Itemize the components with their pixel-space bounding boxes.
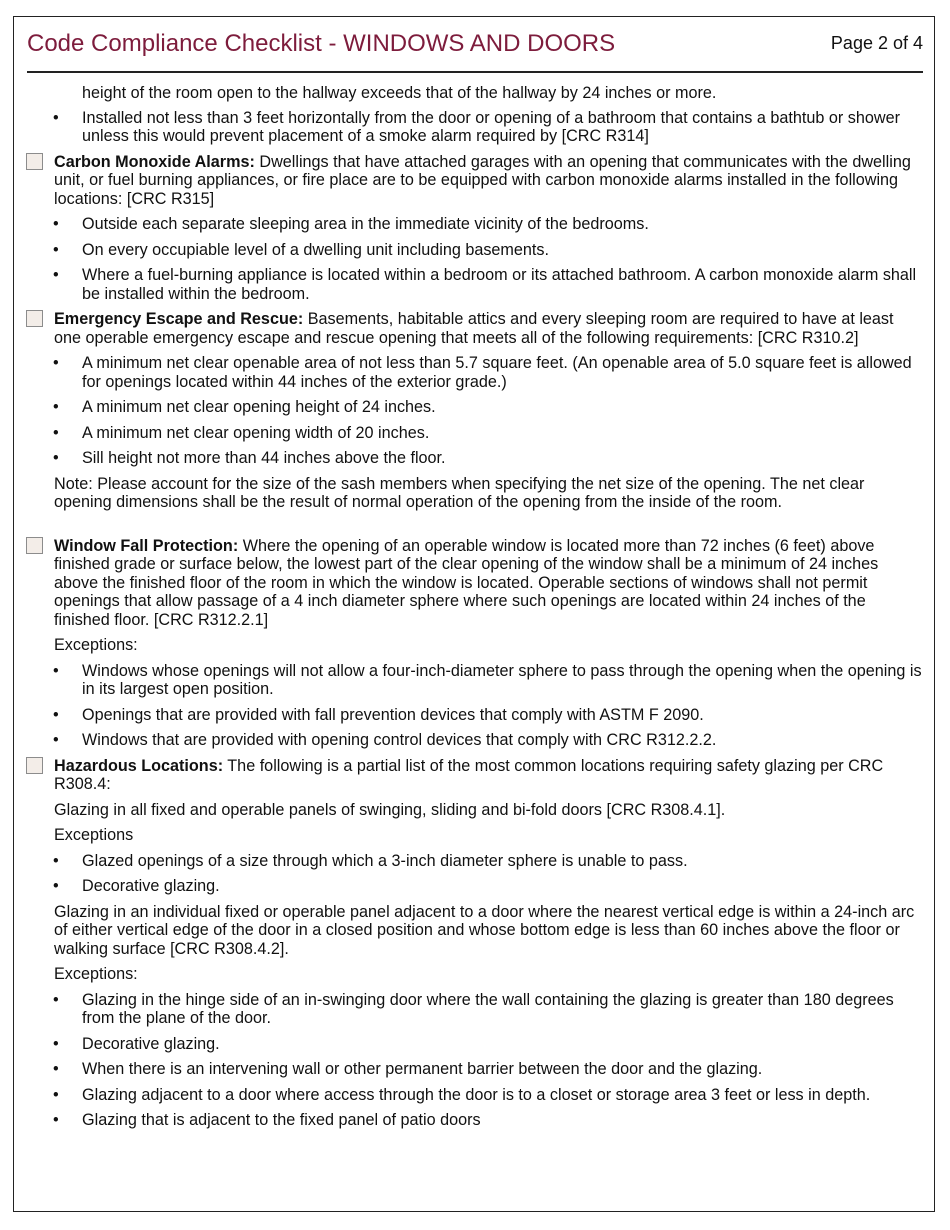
- list-item: • Openings that are provided with fall prevention devices that comply with ASTM F 2090.: [53, 705, 704, 724]
- list-item: • Sill height not more than 44 inches above the floor.: [53, 449, 446, 467]
- bullet-icon: •: [53, 990, 59, 1009]
- list-item: • Windows whose openings will not allow a four-inch-diameter sphere to pass through the opening when the opening is in its largest open position.: [53, 661, 922, 698]
- list-item: • Decorative glazing.: [53, 1034, 220, 1053]
- bullet-icon: •: [53, 1060, 59, 1078]
- list-item: • Installed not less than 3 feet horizontally from the door or opening of a bathroom that contains a bathtub or shower unless this would prevent placement of a smoke alarm required by [CRC R314]: [53, 108, 900, 145]
- checklist-item-window-fall-protection: [26, 537, 924, 630]
- item-text: The following is a partial list of the most common locations requiring safety glazing per CRC R308.4:: [54, 756, 884, 793]
- bullet-icon: •: [53, 877, 59, 895]
- list-item: • Glazing that is adjacent to the fixed panel of patio doors: [53, 1111, 481, 1129]
- emergency-escape-checkbox[interactable]: [26, 310, 43, 327]
- checklist-item-emergency-escape: [26, 310, 924, 347]
- item-heading: Carbon Monoxide Alarms:: [54, 152, 255, 171]
- list-item: • Windows that are provided with opening control devices that comply with CRC R312.2.2.: [53, 731, 717, 749]
- hazard-paragraph: Glazing in an individual fixed or operable panel adjacent to a door where the nearest vertical edge is within a 24-inch arc of either vertical edge of the door in a closed position and whose bottom edge is less than 60 inches above the floor or walking surface [CRC R308.4.2].: [54, 902, 915, 958]
- list-item: • Outside each separate sleeping area in the immediate vicinity of the bedrooms.: [53, 215, 649, 233]
- exceptions-label: Exceptions:: [54, 636, 138, 654]
- bullet-icon: •: [53, 398, 59, 416]
- item-text: Where the opening of an operable window is located more than 72 inches (6 feet) above finished grade or surface below, the lowest part of the clear opening of the window shall be a minimum of 24 inches above the finished floor of the room in which the window is located. Operable sections of windows shall not permit openings that allow passage of a 4 inch diameter sphere where such openings are located within 24 inches of the finished floor. [CRC R312.2.1]: [54, 536, 879, 629]
- list-item: • A minimum net clear opening width of 20 inches.: [53, 423, 430, 442]
- bullet-icon: •: [53, 661, 59, 680]
- item-heading: Window Fall Protection:: [54, 536, 239, 555]
- bullet-icon: •: [53, 449, 59, 467]
- carbon-monoxide-checkbox[interactable]: [26, 153, 43, 170]
- bullet-icon: •: [53, 240, 59, 259]
- bullet-icon: •: [53, 1034, 59, 1053]
- list-item: • A minimum net clear opening height of 24 inches.: [53, 398, 436, 416]
- spacer: [26, 519, 924, 537]
- hazard-paragraph: Glazing in all fixed and operable panels of swinging, sliding and bi-fold doors [CRC R308.4.1].: [54, 800, 726, 819]
- bullet-icon: •: [53, 1111, 59, 1129]
- checklist-item-carbon-monoxide: [26, 153, 924, 209]
- bullet-icon: •: [53, 423, 59, 442]
- continued-bullet-text: height of the room open to the hallway exceeds that of the hallway by 24 inches or more.: [82, 84, 717, 102]
- header-divider: [27, 71, 923, 73]
- list-item: • On every occupiable level of a dwelling unit including basements.: [53, 240, 550, 259]
- page-title: Code Compliance Checklist - WINDOWS AND DOORS: [27, 30, 616, 57]
- hazardous-locations-checkbox[interactable]: [26, 757, 43, 774]
- bullet-icon: •: [53, 266, 59, 284]
- list-item: • Where a fuel-burning appliance is located within a bedroom or its attached bathroom. A carbon monoxide alarm shall be installed within the bedroom.: [53, 266, 917, 303]
- exceptions-label: Exceptions: [54, 826, 134, 844]
- escape-note: Note: Please account for the size of the sash members when specifying the net size of the opening. The net clear opening dimensions shall be the result of normal operation of the opening from the inside of the room.: [54, 474, 865, 511]
- list-item: • When there is an intervening wall or other permanent barrier between the door and the glazing.: [53, 1060, 763, 1078]
- bullet-icon: •: [53, 1085, 59, 1104]
- bullet-icon: •: [53, 354, 59, 372]
- bullet-icon: •: [53, 108, 59, 127]
- bullet-icon: •: [53, 705, 59, 724]
- checklist-content: [26, 84, 924, 1137]
- item-heading: Emergency Escape and Rescue:: [54, 310, 304, 328]
- exceptions-label: Exceptions:: [54, 965, 138, 983]
- page-header: [27, 30, 923, 60]
- item-text: Basements, habitable attics and every sleeping room are required to have at least one operable emergency escape and rescue opening that meets all of the following requirements: [CRC R310.2]: [54, 310, 894, 347]
- item-heading: Hazardous Locations:: [54, 756, 224, 775]
- list-item: • A minimum net clear openable area of not less than 5.7 square feet. (An openable area of 5.0 square feet is allowed for openings located within 44 inches of the exterior grade.): [53, 354, 912, 391]
- checklist-item-hazardous-locations: [26, 757, 924, 794]
- list-item: • Glazing adjacent to a door where access through the door is to a closet or storage area 3 feet or less in depth.: [53, 1085, 871, 1104]
- item-text: Dwellings that have attached garages with an opening that communicates with the dwelling unit, or fuel burning appliances, or fire place are to be equipped with carbon monoxide alarms installed in the following locations: [CRC R315]: [54, 152, 911, 208]
- bullet-icon: •: [53, 851, 59, 870]
- bullet-icon: •: [53, 731, 59, 749]
- bullet-icon: •: [53, 215, 59, 233]
- list-item: • Glazed openings of a size through which a 3-inch diameter sphere is unable to pass.: [53, 851, 688, 870]
- window-fall-protection-checkbox[interactable]: [26, 537, 43, 554]
- page-number: Page 2 of 4: [830, 33, 923, 53]
- list-item: • Glazing in the hinge side of an in-swinging door where the wall containing the glazing is greater than 180 degrees from the plane of the door.: [53, 990, 894, 1027]
- list-item: • Decorative glazing.: [53, 877, 220, 895]
